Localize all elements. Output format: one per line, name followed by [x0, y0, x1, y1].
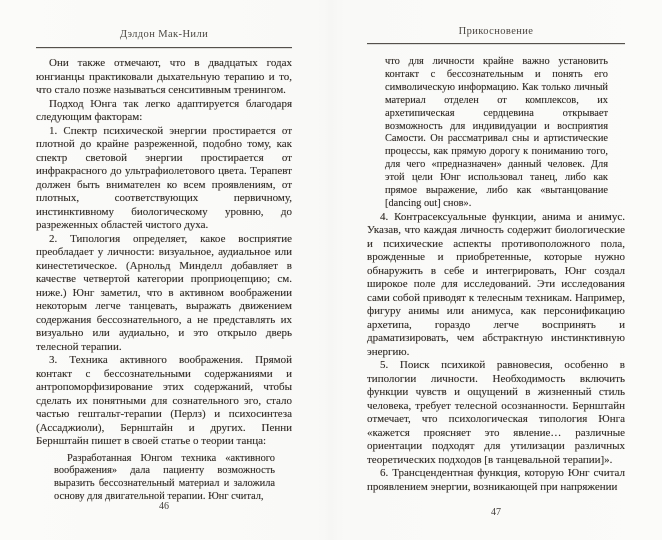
- body-paragraph: 1. Спектр психической энергии простирается от плотной до крайне разреженной, подобно тому, как спектр световой энергии простирается от инфракрасного до ультрафиолетового цвета. Терапевт должен быть внимателен ко всем проявлениям, от плотных, соответствующих первичному, инстинктивному биологическому уровню, до разреженных областей чистого духа.: [36, 124, 292, 231]
- header-rule-right: [367, 43, 625, 44]
- page-body-left: [36, 57, 292, 504]
- header-rule-left: [36, 47, 292, 48]
- page-left: [36, 0, 292, 540]
- body-paragraph: Они также отмечают, что в двадцатых годах юнгианцы практиковали дыхательную терапию и то, что стало позже называться сенситивным тренингом.: [36, 57, 292, 96]
- running-header-title: Прикосновение: [458, 26, 534, 37]
- body-paragraph: 5. Поиск психикой равновесия, особенно в типологии личности. Необходимость включить функции чувств и ощущений в жизненный стиль человека, требует телесной осознанности. Бернштайн отмечает, что психологическая типология Юнга «кажется проясняет это явление… различные ориентации подходят для утилизации различных теоретических подходов [в танцевальной терапии]».: [367, 359, 625, 466]
- running-header-author: Дэлдон Мак-Нили: [119, 29, 209, 40]
- body-paragraph: 4. Контрасексуальные функции, анима и анимус. Указав, что каждая личность содержит биологические и психические аспекты противоположного пола, врожденные и приобретенные, которые нужно обнаружить в себе и интегрировать, Юнг создал широкое поле для исследований. Эти исследования сами собой приводят к телесным техникам. Например, фигуру анимы или анимуса, как персонификацию архетипа, гораздо легче воспринять и драматизировать, чем абстрактную инстинктивную энергию.: [367, 210, 625, 358]
- page-number-right: 47: [491, 507, 501, 518]
- body-paragraph: 2. Типология определяет, какое восприятие преобладает у личности: визуальное, аудиальное или кинестетическое. (Арнольд Минделл добавляет в качестве четвертой категории проприоцепцию; см. ниже.) Юнг заметил, что в активном воображении некоторым легче танцевать, выражать движением содержания бессознательного, а не представлять их визуально или аудиально, и это открыло дверь телесной терапии.: [36, 232, 292, 353]
- page-number-left: 46: [159, 501, 169, 512]
- page-right: [367, 0, 625, 540]
- body-paragraph: Подход Юнга так легко адаптируется благодаря следующим факторам:: [36, 97, 292, 123]
- body-paragraph: 6. Трансцендентная функция, которую Юнг считал проявлением энергии, возникающей при напряжении: [367, 467, 625, 493]
- block-quote-continuation: что для личности крайне важно установить контакт с бессознательным и понять его символическую информацию. Как только личный материал отделен от комплексов, их архетипическая сердцевина открывает возможность для индивидуации и восприятия Самости. Он рассматривал сны и артистические процессы, как прямую дорогу к пониманию того, для чего «предназначен» данный человек. Для этой цели Юнг использовал танец, либо как прямое выражение, либо как «вытанцование [dancing out] снов».: [385, 56, 608, 209]
- block-quote: Разработанная Юнгом техника «активного воображения» дала пациенту возможность выразить бессознательный материал и заложила основу для двигательной терапии. Юнг считал,: [54, 452, 275, 503]
- body-paragraph: 3. Техника активного воображения. Прямой контакт с бессознательными содержаниями и антропоморфизирование этих содержаний, чтобы сделать их понятными для сознательного эго, стало частью гештальт-терапии (Перлз) и психосинтеза (Ассаджиоли), Бернштайн и других. Пенни Бернштайн пишет в своей статье о теории танца:: [36, 354, 292, 447]
- page-body-right: [367, 56, 625, 494]
